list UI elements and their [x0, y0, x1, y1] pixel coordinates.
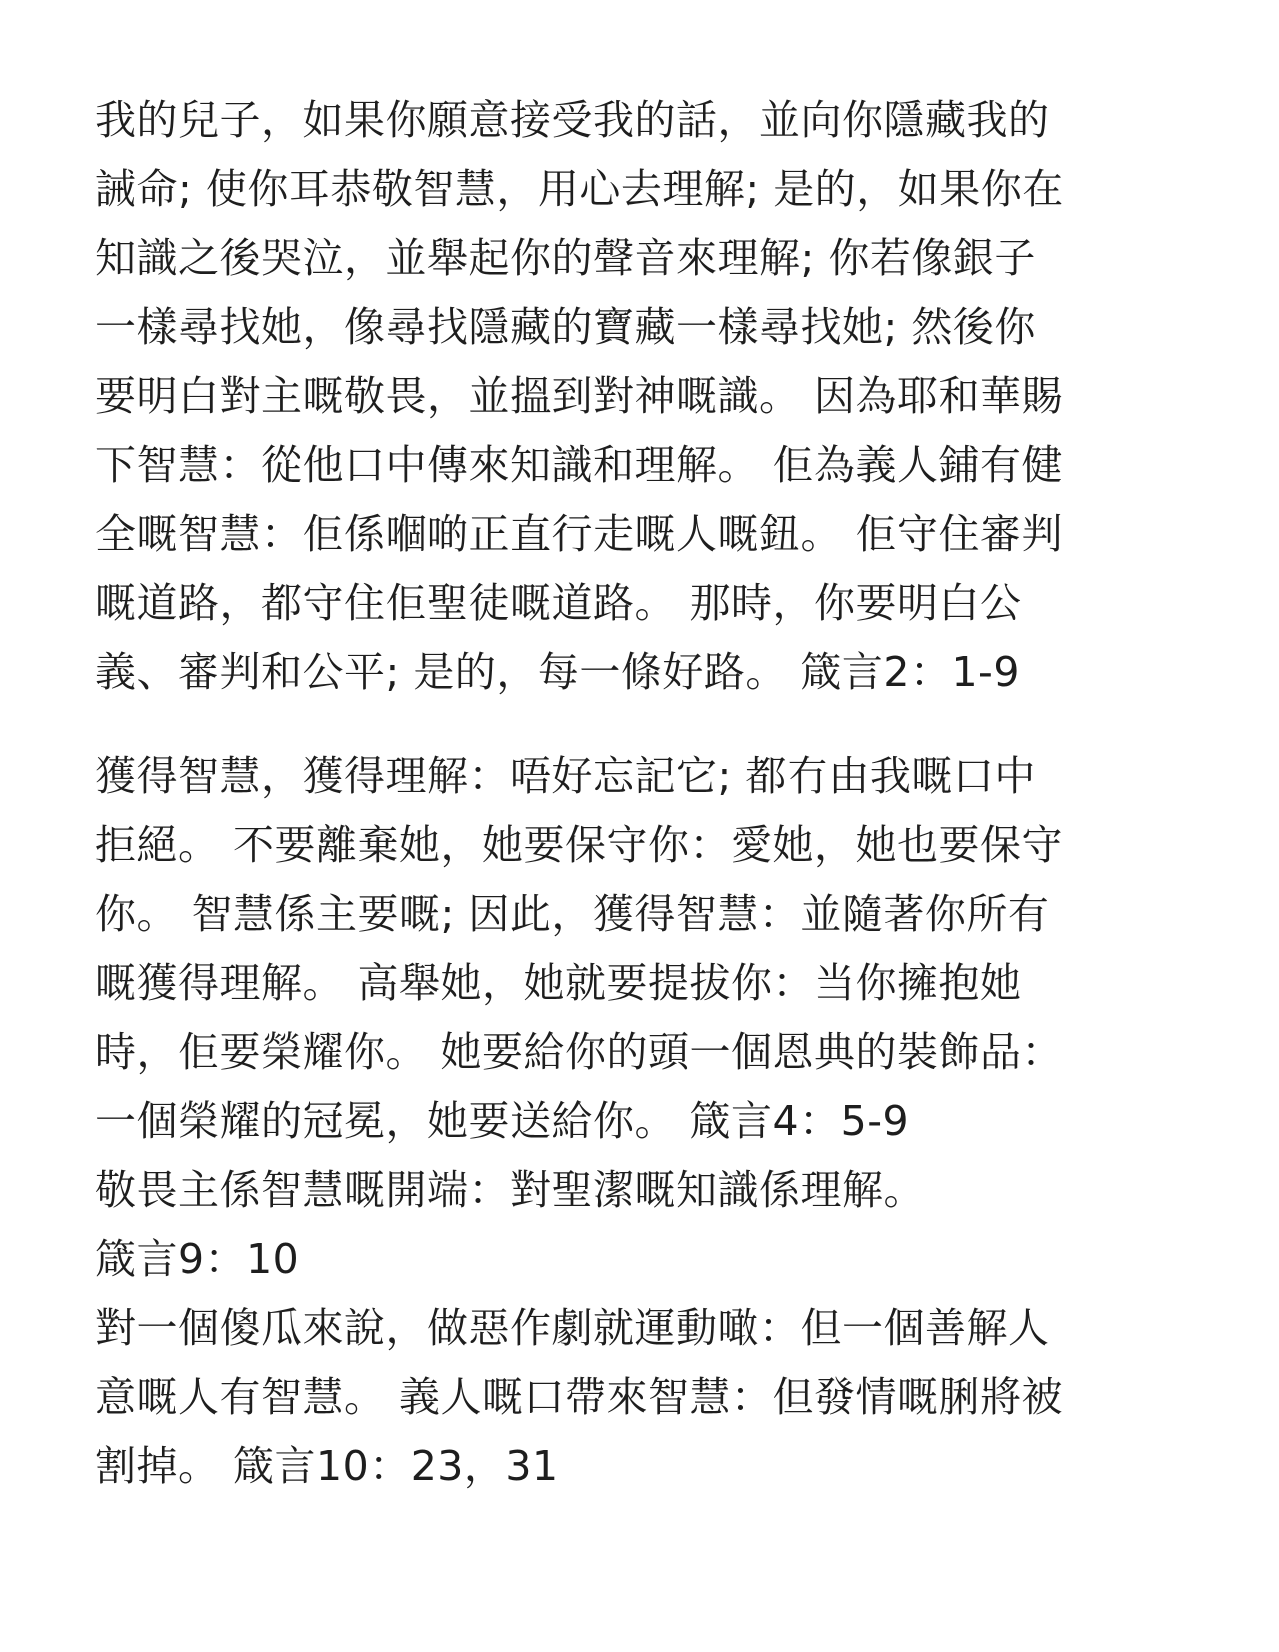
text-line: 要明白對主嘅敬畏，並搵到對神嘅識。 因為耶和華賜 [95, 372, 1064, 420]
text-line: 我的兒子，如果你願意接受我的話，並向你隱藏我的 [95, 96, 1050, 144]
paragraph-proverbs-2 [95, 86, 1245, 707]
paragraph-proverbs-4-9-10 [95, 742, 1245, 1501]
text-line: 敬畏主係智慧嘅開端：對聖潔嘅知識係理解。 [95, 1166, 925, 1214]
text-line: 下智慧：從他口中傳來知識和理解。 佢為義人鋪有健 [95, 441, 1064, 489]
text-line: 義、審判和公平; 是的，每一條好路。 箴言2：1-9 [95, 648, 1020, 696]
text-line: 一個榮耀的冠冕，她要送給你。 箴言4：5-9 [95, 1097, 910, 1145]
text-line: 嘅獲得理解。 高舉她，她就要提拔你：当你擁抱她 [95, 959, 1022, 1007]
text-line: 意嘅人有智慧。 義人嘅口帶來智慧：但發情嘅脷將被 [95, 1373, 1064, 1421]
text-line: 拒絕。 不要離棄她，她要保守你：愛她，她也要保守 [95, 821, 1064, 869]
text-line: 全嘅智慧：佢係嗰啲正直行走嘅人嘅鈕。 佢守住審判 [95, 510, 1064, 558]
text-line: 誡命; 使你耳恭敬智慧，用心去理解; 是的，如果你在 [95, 165, 1064, 213]
text-line: 時，佢要榮耀你。 她要給你的頭一個恩典的裝飾品： [95, 1028, 1064, 1076]
text-line: 箴言9：10 [95, 1235, 300, 1283]
text-line: 獲得智慧，獲得理解：唔好忘記它; 都冇由我嘅口中 [95, 752, 1036, 800]
text-line: 知識之後哭泣，並舉起你的聲音來理解; 你若像銀子 [95, 234, 1036, 282]
text-line: 割掉。 箴言10：23，31 [95, 1442, 559, 1490]
text-line: 你。 智慧係主要嘅; 因此，獲得智慧：並隨著你所有 [95, 890, 1050, 938]
text-line: 對一個傻瓜來說，做惡作劇就運動噉：但一個善解人 [95, 1304, 1050, 1352]
text-line: 一樣尋找她，像尋找隱藏的寶藏一樣尋找她; 然後你 [95, 303, 1036, 351]
text-line: 嘅道路，都守住佢聖徒嘅道路。 那時，你要明白公 [95, 579, 1022, 627]
